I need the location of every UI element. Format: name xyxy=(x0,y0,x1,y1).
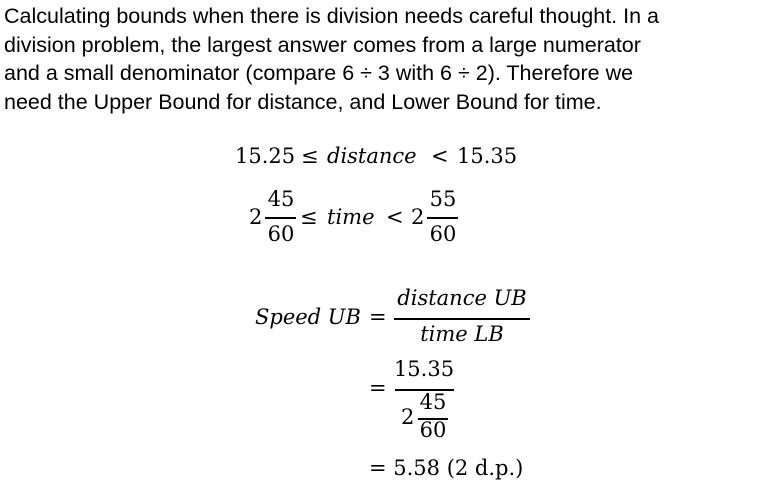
paragraph-line: division problem, the largest answer comes from a large numerator xyxy=(4,32,641,57)
paragraph-line: Calculating bounds when there is division needs careful thought. In a xyxy=(4,4,659,28)
fraction-bar xyxy=(265,217,296,219)
equals-sign: = xyxy=(369,376,387,400)
fraction-bar xyxy=(427,217,458,219)
time-variable: time xyxy=(327,205,375,229)
speed-ub-label: Speed UB xyxy=(255,305,361,329)
final-result: = 5.58 (2 d.p.) xyxy=(369,456,524,480)
lt-symbol: < xyxy=(431,144,449,168)
distance-upper-bound: 15.35 xyxy=(457,144,518,168)
time-lower-numerator: 45 xyxy=(267,187,295,211)
time-upper-numerator: 55 xyxy=(429,187,457,211)
distance-ub-numerator: distance UB xyxy=(397,286,527,310)
time-lb-denominator: time LB xyxy=(420,322,504,346)
time-upper-whole: 2 xyxy=(411,205,425,229)
denominator-whole: 2 xyxy=(401,405,415,429)
time-lower-denominator: 60 xyxy=(267,222,295,246)
equals-sign: = xyxy=(369,305,387,329)
lt-symbol: < xyxy=(386,205,404,229)
fraction-bar xyxy=(394,318,530,320)
time-lower-whole: 2 xyxy=(249,205,263,229)
explanation-paragraph xyxy=(4,2,776,116)
distance-lower-bound: 15.25 xyxy=(235,144,296,168)
denominator-fraction-denominator: 60 xyxy=(419,418,447,442)
leq-symbol: ≤ xyxy=(300,205,318,229)
substituted-numerator: 15.35 xyxy=(393,357,455,381)
leq-symbol: ≤ xyxy=(301,144,319,168)
denominator-fraction-numerator: 45 xyxy=(419,390,447,414)
distance-variable: distance xyxy=(327,144,417,168)
paragraph-line: and a small denominator (compare 6 ÷ 3 with 6 ÷ 2). Therefore we xyxy=(4,61,634,85)
time-upper-denominator: 60 xyxy=(429,222,457,246)
paragraph-line: need the Upper Bound for distance, and Lower Bound for time. xyxy=(4,89,602,114)
